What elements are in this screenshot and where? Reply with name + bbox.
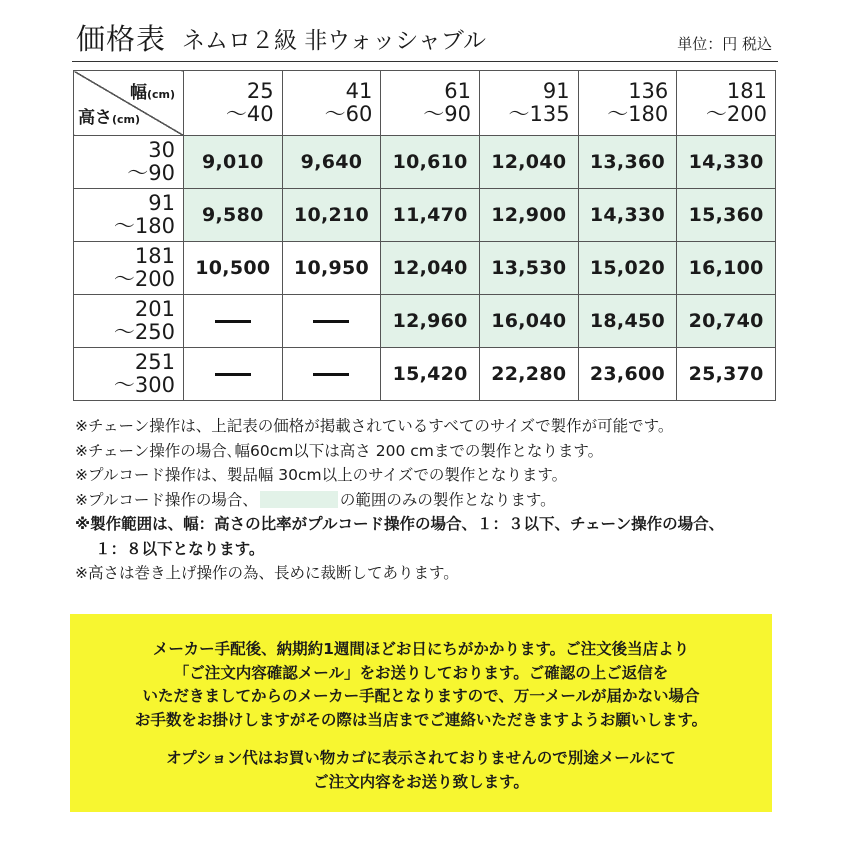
- notice-line: メーカー手配後、納期約1週間ほどお日にちがかかります。ご注文後当店より: [152, 640, 690, 658]
- note-height-cut: ※高さは巻き上げ操作の為、長めに裁断してあります。: [75, 564, 459, 582]
- price-cell: 9,010: [184, 136, 283, 189]
- width-range-from: 136: [628, 79, 669, 103]
- table-row: [74, 242, 776, 295]
- notice-line: オプション代はお買い物カゴに表示されておりませんので別途メールにて: [166, 749, 676, 767]
- price-cell: 22,280: [479, 348, 578, 401]
- height-range-from: 91: [148, 191, 175, 215]
- height-row-header: [74, 242, 184, 295]
- table-corner-cell: [74, 71, 184, 136]
- price-cell-unavailable: [184, 295, 283, 348]
- price-cell: 11,470: [381, 189, 480, 242]
- note-chain-all-sizes: ※チェーン操作は、上記表の価格が掲載されているすべてのサイズで製作が可能です。: [75, 417, 674, 435]
- header-divider: [72, 61, 778, 62]
- price-cell: 18,450: [578, 295, 677, 348]
- height-axis-label: [78, 103, 140, 128]
- price-cell: 10,210: [282, 189, 381, 242]
- note-ratio-line1: ※製作範囲は、幅：高さの比率がプルコード操作の場合、１：３以下、チェーン操作の場合、: [75, 515, 725, 533]
- price-cell: 12,900: [479, 189, 578, 242]
- note-pullcord-range-after: の範囲のみの製作となります。: [339, 490, 556, 509]
- price-cell: 13,360: [578, 136, 677, 189]
- width-unit: (cm): [146, 88, 175, 101]
- price-cell-unavailable: [184, 348, 283, 401]
- price-cell: 15,020: [578, 242, 677, 295]
- note-pullcord-width: ※プルコード操作は、製品幅 30cm以上のサイズでの製作となります。: [75, 466, 568, 484]
- price-cell: 16,100: [677, 242, 776, 295]
- width-range-to: ～60: [324, 102, 373, 126]
- height-range-from: 181: [134, 244, 175, 268]
- height-range-to: ～90: [127, 161, 175, 185]
- shaded-range-swatch: [260, 491, 338, 508]
- width-range-from: 61: [444, 79, 471, 103]
- width-range-from: 91: [542, 79, 570, 103]
- price-cell: 20,740: [677, 295, 776, 348]
- table-row: [74, 136, 776, 189]
- width-column-header: [677, 71, 776, 136]
- height-range-from: 30: [148, 138, 175, 162]
- price-cell: 12,960: [381, 295, 480, 348]
- price-cell: 13,530: [479, 242, 578, 295]
- width-range-to: ～90: [423, 102, 471, 126]
- width-range-to: ～135: [508, 102, 570, 126]
- height-row-header: [74, 136, 184, 189]
- table-row: [74, 348, 776, 401]
- width-range-to: ～200: [705, 102, 767, 126]
- width-column-header: [479, 71, 578, 136]
- unavailable-dash: [313, 320, 349, 323]
- width-axis-label: [130, 78, 175, 103]
- delivery-notice-box: [70, 614, 772, 812]
- width-range-from: 41: [345, 79, 373, 103]
- notice-paragraph-options: [70, 747, 772, 794]
- price-cell: 12,040: [381, 242, 480, 295]
- note-chain-height-limit: ※チェーン操作の場合､幅60cm以下は高さ 200 cmまでの製作となります。: [75, 441, 604, 460]
- note-pullcord-range-before: ※プルコード操作の場合、: [75, 490, 258, 509]
- notice-paragraph-delivery: [70, 638, 772, 732]
- product-name: ネムロ２級 非ウォッシャブル: [182, 28, 487, 54]
- price-cell: 14,330: [677, 136, 776, 189]
- width-range-from: 25: [246, 79, 274, 103]
- notes-section: [75, 414, 805, 586]
- price-cell: 12,040: [479, 136, 578, 189]
- height-range-from: 201: [134, 297, 175, 321]
- price-cell: 25,370: [677, 348, 776, 401]
- price-cell: 10,610: [381, 136, 480, 189]
- notice-line: ご注文内容をお送り致します。: [313, 772, 529, 791]
- notice-line: 「ご注文内容確認メール」をお送りしております。ご確認の上ご返信を: [173, 663, 669, 682]
- height-row-header: [74, 295, 184, 348]
- unavailable-dash: [215, 320, 251, 323]
- height-range-from: 251: [134, 350, 175, 374]
- price-cell: 10,950: [282, 242, 381, 295]
- page-title: 価格表: [76, 22, 167, 56]
- height-range-to: ～250: [113, 320, 175, 344]
- price-cell: 9,580: [184, 189, 283, 242]
- table-row: [74, 295, 776, 348]
- width-column-header: [381, 71, 480, 136]
- notice-line: いただきましてからのメーカー手配となりますので、万一メールが届かない場合: [142, 687, 700, 705]
- unavailable-dash: [215, 373, 251, 376]
- price-cell-unavailable: [282, 348, 381, 401]
- page-header: [72, 18, 778, 62]
- price-cell: 14,330: [578, 189, 677, 242]
- note-pullcord-range: [75, 488, 805, 513]
- height-label: 高さ: [78, 108, 112, 128]
- height-row-header: [74, 348, 184, 401]
- height-range-to: ～300: [113, 373, 175, 397]
- notice-line: お手数をお掛けしますがその際は当店までご連絡いただきますようお願いします。: [134, 710, 708, 729]
- note-ratio: [75, 512, 805, 561]
- height-range-to: ～200: [113, 267, 175, 291]
- width-range-to: ～40: [225, 102, 274, 126]
- price-cell: 16,040: [479, 295, 578, 348]
- width-column-header: [184, 71, 283, 136]
- note-ratio-line2: １：８以下となります。: [95, 539, 265, 558]
- unit-note: 単位：円 税込: [677, 35, 772, 53]
- width-range-from: 181: [726, 79, 767, 103]
- price-cell: 10,500: [184, 242, 283, 295]
- table-header-row: [74, 71, 776, 136]
- unavailable-dash: [313, 373, 349, 376]
- width-column-header: [282, 71, 381, 136]
- width-column-header: [578, 71, 677, 136]
- table-row: [74, 189, 776, 242]
- height-row-header: [74, 189, 184, 242]
- price-cell: 9,640: [282, 136, 381, 189]
- height-unit: (cm): [112, 113, 141, 126]
- price-cell-unavailable: [282, 295, 381, 348]
- price-cell: 15,360: [677, 189, 776, 242]
- width-label: 幅: [129, 83, 147, 103]
- width-range-to: ～180: [607, 102, 669, 126]
- price-table: [73, 70, 776, 401]
- height-range-to: ～180: [113, 214, 175, 238]
- price-cell: 15,420: [381, 348, 480, 401]
- price-cell: 23,600: [578, 348, 677, 401]
